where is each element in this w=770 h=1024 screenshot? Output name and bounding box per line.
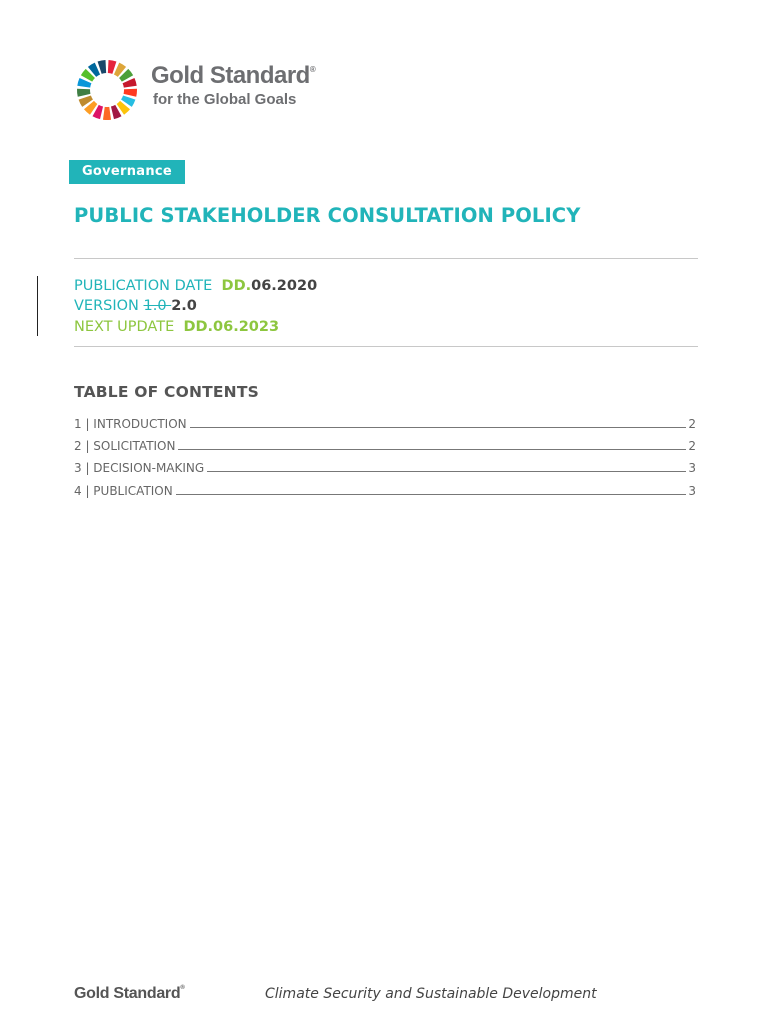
- logo-title: Gold Standard®: [151, 62, 316, 89]
- wheel-segment: [103, 107, 111, 120]
- toc-item-page: 2: [688, 439, 696, 453]
- next-update-value: DD.06.2023: [183, 319, 280, 335]
- version-label: VERSION: [74, 298, 139, 314]
- toc-item-page: 3: [688, 461, 696, 475]
- version-line: [74, 298, 197, 314]
- toc-leader: [207, 471, 686, 472]
- toc-leader: [176, 494, 687, 495]
- toc-item-label: 1 | INTRODUCTION: [74, 417, 187, 431]
- footer-tagline: Climate Security and Sustainable Development: [265, 986, 597, 1002]
- change-bar: [37, 276, 38, 336]
- document-title: PUBLIC STAKEHOLDER CONSULTATION POLICY: [74, 204, 581, 227]
- publication-date-dd: DD.: [221, 278, 252, 294]
- wheel-segment: [77, 89, 90, 97]
- publication-date-value: 06.2020: [251, 278, 318, 294]
- toc-item-decision-making[interactable]: [74, 457, 696, 475]
- divider: [74, 346, 698, 347]
- toc-item-label: 3 | DECISION-MAKING: [74, 461, 205, 475]
- toc-item-label: 2 | SOLICITATION: [74, 439, 176, 453]
- version-old: 1.0: [143, 298, 172, 314]
- sdg-color-wheel-icon: [76, 59, 138, 121]
- toc-item-page: 2: [688, 417, 696, 431]
- divider: [74, 258, 698, 259]
- toc-item-solicitation[interactable]: [74, 435, 696, 453]
- toc-item-page: 3: [688, 484, 696, 498]
- toc-leader: [178, 449, 686, 450]
- toc-item-introduction[interactable]: [74, 413, 696, 431]
- toc-item-label: 4 | PUBLICATION: [74, 484, 173, 498]
- version-new: 2.0: [171, 298, 197, 314]
- logo-subtitle: for the Global Goals: [153, 91, 297, 108]
- footer-logo: Gold Standard®: [74, 985, 185, 1002]
- publication-date-label: PUBLICATION DATE: [74, 278, 213, 294]
- category-badge: Governance: [69, 160, 185, 184]
- toc-heading: TABLE OF CONTENTS: [74, 383, 259, 401]
- next-update-label: NEXT UPDATE: [74, 319, 175, 335]
- wheel-segment: [124, 89, 137, 97]
- toc-leader: [190, 427, 687, 428]
- next-update-line: [74, 319, 279, 335]
- publication-date-line: [74, 278, 317, 294]
- toc-item-publication[interactable]: [74, 480, 696, 498]
